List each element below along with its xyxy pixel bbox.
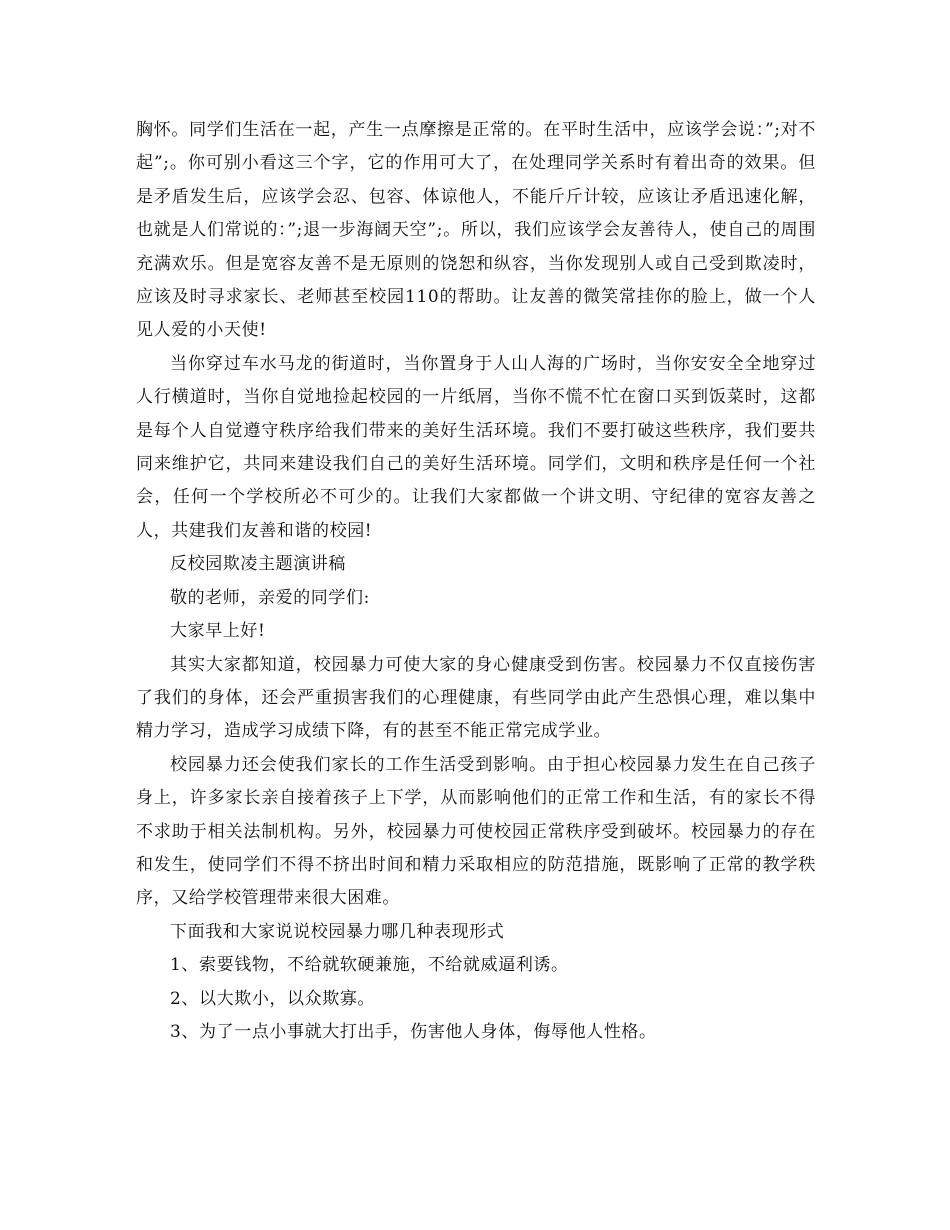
greeting: 大家早上好! — [170, 621, 266, 642]
document-body — [136, 114, 816, 1049]
list-item: 1、索要钱物，不给就软硬兼施，不给就威逼利诱。 — [170, 955, 569, 976]
forms-intro: 下面我和大家说说校园暴力哪几种表现形式 — [170, 921, 505, 942]
paragraph-order: 当你穿过车水马龙的街道时，当你置身于人山人海的广场时，当你安安全全地穿过人行横道时，当你自觉地捡起校园的一片纸屑，当你不慌不忙在窗口买到饭菜时，这都是每个人自觉遵守秩序给我们带来的美好生活环境。我们不要打破这些秩序，我们要共同来维护它，共同来建设我们自己的美好生活环境。同学们，文明和秩序是任何一个社会，任何一个学校所必不可少的。让我们大家都做一个讲文明、守纪律的宽容友善之人，共建我们友善和谐的校园! — [136, 353, 816, 541]
paragraph-harm: 其实大家都知道，校园暴力可使大家的身心健康受到伤害。校园暴力不仅直接伤害了我们的身体，还会严重损害我们的心理健康，有些同学由此产生恐惧心理，难以集中精力学习，造成学习成绩下降，有的甚至不能正常完成学业。 — [136, 654, 816, 742]
speech-title: 反校园欺凌主题演讲稿 — [170, 554, 346, 575]
list-item: 2、以大欺小，以众欺寡。 — [170, 988, 376, 1009]
paragraph-family-impact: 校园暴力还会使我们家长的工作生活受到影响。由于担心校园暴力发生在自己孩子身上，许多家长亲自接着孩子上下学，从而影响他们的正常工作和生活，有的家长不得不求助于相关法制机构。另外，校园暴力可使校园正常秩序受到破坏。校园暴力的存在和发生，使同学们不得不挤出时间和精力采取相应的防范措施，既影响了正常的教学秩序，又给学校管理带来很大困难。 — [136, 754, 816, 909]
paragraph-continuation: 胸怀。同学们生活在一起，产生一点摩擦是正常的。在平时生活中，应该学会说：”;对不起”;。你可别小看这三个字，它的作用可大了，在处理同学关系时有着出奇的效果。但是矛盾发生后，应该学会忍、包容、体谅他人，不能斤斤计较，应该让矛盾迅速化解，也就是人们常说的：”;退一步海阔天空”;。所以，我们应该学会友善待人，使自己的周围充满欢乐。但是宽容友善不是无原则的饶恕和纵容，当你发现别人或自己受到欺凌时，应该及时寻求家长、老师甚至校园110的帮助。让友善的微笑常挂你的脸上，做一个人见人爱的小天使! — [136, 120, 816, 341]
list-item: 3、为了一点小事就大打出手，伤害他人身体，侮辱他人性格。 — [170, 1021, 657, 1042]
salutation: 敬的老师，亲爱的同学们: — [170, 587, 370, 608]
